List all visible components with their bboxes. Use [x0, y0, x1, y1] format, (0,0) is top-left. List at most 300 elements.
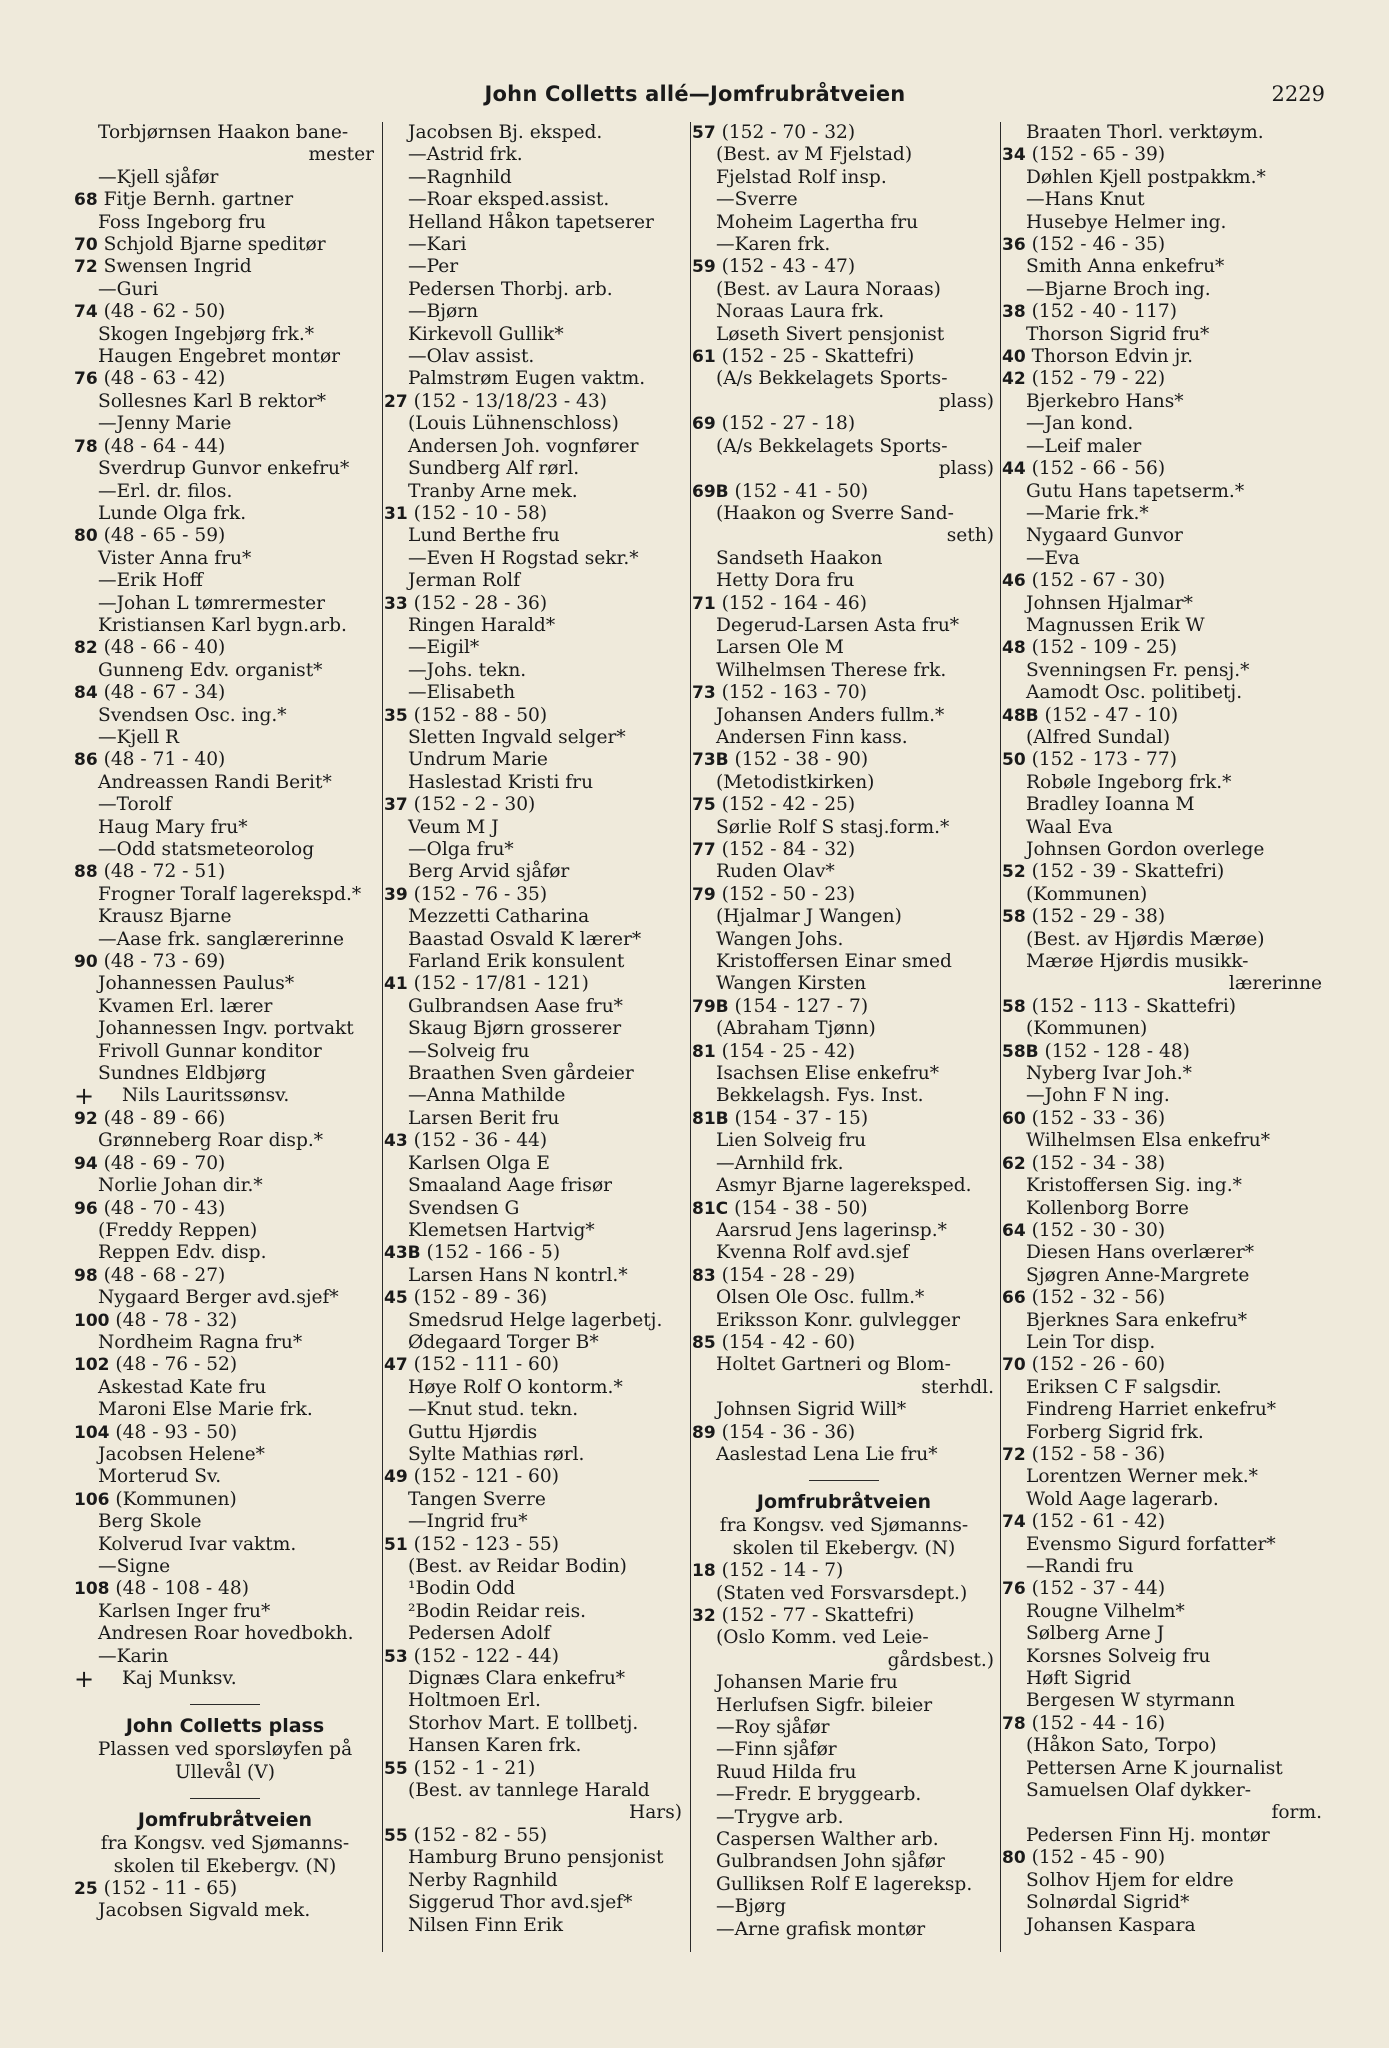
entry-text: (152 - 37 - 44)	[1031, 1578, 1166, 1600]
entry-text: skolen til Ekebergv. (N)	[732, 1537, 956, 1559]
directory-entry	[1002, 1534, 1324, 1556]
directory-entry	[74, 861, 376, 883]
house-number: 104	[74, 1422, 110, 1443]
directory-entry	[74, 391, 376, 413]
directory-entry	[74, 727, 376, 749]
directory-entry	[692, 1422, 996, 1444]
entry-text: (152 - 65 - 39)	[1031, 144, 1166, 166]
entry-text: —Even H Rogstad sekr.*	[408, 547, 639, 569]
entry-text: —Solveig fru	[408, 1040, 530, 1062]
section-divider	[190, 1798, 260, 1799]
directory-entry	[384, 1780, 684, 1802]
directory-entry	[692, 1650, 996, 1672]
directory-entry	[692, 1287, 996, 1309]
house-number: 94	[74, 1153, 98, 1174]
directory-entry	[692, 548, 996, 570]
entry-text: (48 - 108 - 48)	[115, 1578, 249, 1600]
entry-text: (48 - 72 - 51)	[103, 861, 226, 883]
entry-text: (152 - 43 - 47)	[721, 256, 856, 278]
entry-text: Skogen Ingebjørg frk.*	[98, 323, 315, 345]
house-number: 74	[1002, 1512, 1026, 1533]
directory-entry	[384, 794, 684, 816]
entry-text: (Alfred Sundal)	[1026, 726, 1171, 748]
entry-text: Sørlie Rolf S stasj.form.*	[716, 816, 950, 838]
column-2	[384, 122, 684, 1952]
directory-entry	[74, 1198, 376, 1220]
directory-entry	[74, 839, 376, 861]
directory-entry	[384, 929, 684, 951]
directory-entry	[384, 1108, 684, 1130]
directory-entry	[692, 1444, 996, 1466]
directory-entry	[384, 1578, 684, 1600]
entry-text: —Per	[408, 256, 459, 278]
house-number: 41	[384, 974, 408, 995]
directory-entry	[692, 1896, 996, 1918]
directory-entry	[692, 1153, 996, 1175]
house-number: 69	[692, 414, 716, 435]
directory-entry	[384, 1153, 684, 1175]
house-number: 96	[74, 1198, 98, 1219]
directory-entry	[692, 413, 996, 435]
entry-text: Wilhelmsen Elsa enkefru*	[1026, 1130, 1271, 1152]
entry-text: (48 - 89 - 66)	[103, 1107, 226, 1129]
directory-entry	[692, 705, 996, 727]
directory-entry	[74, 1265, 376, 1287]
entry-text: Norlie Johan dir.*	[98, 1175, 263, 1197]
entry-text: Døhlen Kjell postpakkm.*	[1026, 166, 1266, 188]
entry-text: (152 - 46 - 35)	[1031, 234, 1166, 256]
entry-text: (Hjalmar J Wangen)	[716, 906, 902, 928]
entry-text: Farland Erik konsulent	[408, 951, 625, 973]
directory-entry	[1002, 996, 1324, 1018]
entry-text: Nygaard Gunvor	[1026, 525, 1183, 547]
house-number: 72	[74, 257, 98, 278]
entry-text: Kirkevoll Gullik*	[408, 323, 564, 345]
directory-entry	[74, 458, 376, 480]
entry-text: Haugen Engebret montør	[98, 346, 341, 368]
entry-text: (152 - 47 - 10)	[1044, 704, 1179, 726]
directory-entry	[692, 996, 996, 1018]
directory-entry	[384, 1466, 684, 1488]
entry-text: Bjerkebro Hans*	[1026, 390, 1184, 412]
entry-text: —Arne grafisk montør	[716, 1918, 926, 1940]
entry-text: Wilhelmsen Therese frk.	[716, 659, 947, 681]
entry-text: Storhov Mart. E tollbetj.	[408, 1712, 639, 1734]
entry-text: (Best. av tannlege Harald	[408, 1780, 650, 1802]
house-number: 80	[74, 526, 98, 547]
directory-entry	[1002, 1780, 1324, 1802]
entry-text: (152 - 111 - 60)	[413, 1354, 559, 1376]
house-number: 33	[384, 593, 408, 614]
directory-entry	[1002, 1377, 1324, 1399]
entry-text: (152 - 128 - 48)	[1044, 1040, 1190, 1062]
directory-entry	[384, 705, 684, 727]
directory-entry	[1002, 570, 1324, 592]
entry-text: (48 - 66 - 40)	[103, 637, 226, 659]
entry-text: —Olga fru*	[408, 839, 514, 860]
directory-entry	[1002, 817, 1324, 839]
directory-entry	[384, 839, 684, 861]
entry-text: Kristoffersen Sig. ing.*	[1026, 1175, 1242, 1197]
entry-text: ²Bodin Reidar reis.	[408, 1600, 587, 1622]
entry-text: Skaug Bjørn grosserer	[408, 1018, 622, 1040]
house-number: 44	[1002, 459, 1026, 480]
directory-entry	[74, 346, 376, 368]
entry-text: (48 - 73 - 69)	[103, 951, 226, 973]
directory-entry	[692, 682, 996, 704]
directory-entry	[384, 1220, 684, 1242]
entry-text: —Bjarne Broch ing.	[1026, 278, 1211, 300]
entry-text: (152 - 44 - 16)	[1031, 1712, 1166, 1734]
directory-entry	[74, 1900, 376, 1922]
directory-entry	[384, 1668, 684, 1690]
entry-text: —Bjørn	[408, 301, 479, 323]
entry-text: (152 - 40 - 117)	[1031, 301, 1177, 323]
entry-text: Maroni Else Marie frk.	[98, 1399, 313, 1421]
entry-text: (152 - 166 - 5)	[426, 1242, 561, 1264]
directory-entry	[1002, 593, 1324, 615]
entry-text: —Kjell sjåfør	[98, 166, 219, 188]
directory-entry	[1002, 861, 1324, 883]
directory-entry	[692, 1220, 996, 1242]
directory-entry	[384, 1265, 684, 1287]
entry-text: Haug Mary fru*	[98, 816, 248, 838]
entry-text: Larsen Hans N kontrl.*	[408, 1264, 628, 1286]
house-number: 58B	[1002, 1041, 1039, 1062]
directory-entry	[384, 906, 684, 928]
directory-entry	[692, 727, 996, 749]
house-number: 39	[384, 884, 408, 905]
entry-text: Olsen Ole Osc. fullm.*	[716, 1287, 925, 1309]
directory-entry	[384, 234, 684, 256]
entry-text: Johnsen Gordon overlege	[1026, 839, 1265, 860]
directory-entry	[1002, 1198, 1324, 1220]
entry-text: Johnsen Hjalmar*	[1026, 592, 1193, 614]
entry-text: Wangen Kirsten	[716, 973, 867, 995]
entry-text: Sletten Ingvald selger*	[408, 726, 626, 748]
entry-text: Aarsrud Jens lagerinsp.*	[716, 1219, 947, 1241]
entry-text: (152 - 76 - 35)	[413, 883, 548, 905]
house-number: 61	[692, 347, 716, 368]
house-number: 42	[1002, 369, 1026, 390]
directory-entry	[74, 122, 376, 144]
entry-text: Johannessen Paulus*	[98, 973, 295, 995]
entry-text: —Erl. dr. filos.	[98, 480, 233, 502]
entry-text: Ruden Olav*	[716, 861, 835, 883]
directory-entry	[384, 570, 684, 592]
section-title: Jomfrubråtveien	[137, 1809, 313, 1832]
column-divider	[690, 122, 691, 1952]
house-number: 77	[692, 840, 716, 860]
directory-entry	[384, 660, 684, 682]
entry-text: (154 - 42 - 60)	[721, 1331, 856, 1353]
entry-text: Pedersen Finn Hj. montør	[1026, 1824, 1270, 1846]
entry-text: Gulbrandsen Aase fru*	[408, 995, 623, 1017]
directory-entry	[384, 1444, 684, 1466]
entry-text: (48 - 93 - 50)	[115, 1421, 238, 1443]
house-number: 108	[74, 1579, 110, 1600]
directory-entry	[1002, 906, 1324, 928]
directory-entry	[692, 1851, 996, 1873]
house-number: 81C	[692, 1198, 729, 1219]
directory-entry	[384, 1735, 684, 1757]
directory-entry	[384, 1713, 684, 1735]
entry-text: —Eigil*	[408, 637, 480, 659]
entry-text: Wangen Johs.	[716, 928, 844, 950]
directory-entry	[74, 951, 376, 973]
directory-entry	[1002, 1310, 1324, 1332]
entry-text: Sundnes Eldbjørg	[98, 1063, 267, 1085]
entry-text: (152 - 32 - 56)	[1031, 1287, 1166, 1309]
entry-text: (Abraham Tjønn)	[716, 1018, 876, 1040]
directory-entry	[74, 1153, 376, 1175]
directory-entry	[384, 772, 684, 794]
column-divider	[1000, 122, 1001, 1952]
entry-text: Sandseth Haakon	[716, 547, 883, 569]
directory-entry	[1002, 1041, 1324, 1063]
directory-entry	[384, 1041, 684, 1063]
house-number: 92	[74, 1108, 98, 1129]
directory-entry	[384, 436, 684, 458]
entry-text: (152 - 27 - 18)	[721, 413, 856, 435]
entry-text: Ruud Hilda fru	[716, 1761, 857, 1783]
directory-entry	[692, 167, 996, 189]
entry-text: (152 - 34 - 38)	[1031, 1152, 1166, 1174]
entry-text: Jerman Rolf	[408, 570, 520, 592]
directory-entry	[384, 324, 684, 346]
directory-entry	[1002, 1713, 1324, 1735]
entry-text: (48 - 64 - 44)	[103, 435, 226, 457]
entry-text: (48 - 71 - 40)	[103, 749, 226, 771]
directory-entry	[384, 1847, 684, 1869]
entry-text: Husebye Helmer ing.	[1026, 211, 1227, 233]
directory-entry	[692, 1627, 996, 1649]
directory-entry	[384, 1085, 684, 1107]
section-title: Jomfrubråtveien	[756, 1491, 932, 1514]
entry-text: —Karin	[98, 1645, 169, 1667]
house-number: 88	[74, 862, 98, 883]
entry-text: (152 - 39 - Skattefri)	[1031, 861, 1225, 883]
directory-entry	[692, 1198, 996, 1220]
entry-text: Smedsrud Helge lagerbetj.	[408, 1309, 663, 1331]
entry-text: lærerinne	[1228, 973, 1322, 995]
entry-text: (48 - 69 - 70)	[103, 1152, 226, 1174]
directory-entry	[1002, 548, 1324, 570]
entry-text: (A/s Bekkelagets Sports-	[716, 435, 948, 457]
entry-text: Korsnes Solveig fru	[1026, 1645, 1211, 1667]
entry-text: Rougne Vilhelm*	[1026, 1600, 1185, 1622]
entry-text: Kvenna Rolf avd.sjef	[716, 1242, 909, 1264]
entry-text: (152 - 25 - Skattefri)	[721, 346, 915, 368]
directory-entry	[1002, 705, 1324, 727]
directory-entry	[692, 593, 996, 615]
entry-text: Kollenborg Borre	[1026, 1197, 1189, 1219]
directory-entry	[74, 324, 376, 346]
directory-entry	[692, 525, 996, 547]
entry-text: Karlsen Olga E	[408, 1152, 550, 1174]
directory-entry	[74, 413, 376, 435]
entry-text: Hamburg Bruno pensjonist	[408, 1847, 664, 1869]
house-number: 66	[1002, 1288, 1026, 1309]
directory-entry	[384, 481, 684, 503]
directory-entry	[74, 1878, 376, 1900]
entry-text: Diesen Hans overlærer*	[1026, 1242, 1255, 1264]
entry-text: Askestad Kate fru	[98, 1376, 267, 1398]
house-number: 76	[1002, 1579, 1026, 1600]
house-number: 47	[384, 1355, 408, 1376]
entry-text: Karlsen Inger fru*	[98, 1600, 271, 1622]
directory-entry	[384, 637, 684, 659]
entry-text: Bekkelagsh. Fys. Inst.	[716, 1085, 924, 1107]
directory-entry	[692, 1784, 996, 1806]
entry-text: (152 - 122 - 44)	[413, 1645, 559, 1667]
entry-text: Findreng Harriet enkefru*	[1026, 1399, 1277, 1421]
section-title: John Colletts plass	[125, 1715, 325, 1738]
entry-text: (Håkon Sato, Torpo)	[1026, 1735, 1217, 1757]
entry-text: —Trygve arb.	[716, 1806, 844, 1828]
directory-entry	[1002, 167, 1324, 189]
directory-entry	[1002, 682, 1324, 704]
house-number: 82	[74, 638, 98, 659]
house-number: 38	[1002, 302, 1026, 323]
entry-text: —Randi fru	[1026, 1556, 1134, 1577]
house-number: 70	[74, 235, 98, 256]
directory-entry	[384, 1422, 684, 1444]
directory-entry	[384, 951, 684, 973]
entry-text: Svenningsen Fr. pensj.*	[1026, 659, 1250, 681]
directory-entry	[1002, 1489, 1324, 1511]
directory-entry	[1002, 1242, 1324, 1264]
entry-text: Robøle Ingeborg frk.*	[1026, 771, 1232, 793]
directory-entry	[384, 525, 684, 547]
entry-text: Svendsen Osc. ing.*	[98, 704, 287, 726]
entry-text: Gutu Hans tapetserm.*	[1026, 480, 1245, 502]
entry-text: Lien Solveig fru	[716, 1130, 867, 1152]
entry-text: Kvamen Erl. lærer	[98, 995, 273, 1017]
entry-text: (152 - 164 - 46)	[721, 592, 867, 614]
house-number: 52	[1002, 862, 1026, 883]
directory-entry	[74, 1665, 376, 1694]
directory-entry	[1002, 122, 1324, 144]
entry-text: —Bjørg	[716, 1896, 787, 1918]
entry-text: Lein Tor disp.	[1026, 1331, 1156, 1353]
directory-entry	[1002, 1153, 1324, 1175]
directory-entry	[384, 1399, 684, 1421]
directory-entry	[1002, 279, 1324, 301]
house-number: 53	[384, 1646, 408, 1667]
entry-text: —Karen frk.	[716, 234, 831, 256]
entry-text: (48 - 63 - 42)	[103, 368, 226, 390]
directory-entry	[384, 1870, 684, 1892]
entry-text: Foss Ingeborg fru	[98, 211, 266, 233]
directory-entry	[1002, 1623, 1324, 1645]
entry-text: (154 - 36 - 36)	[721, 1421, 856, 1443]
entry-text: —Roy sjåfør	[716, 1717, 830, 1739]
directory-entry	[1002, 1915, 1324, 1937]
entry-text: Pedersen Thorbj. arb.	[408, 278, 613, 300]
entry-text: (152 - 45 - 90)	[1031, 1847, 1166, 1869]
entry-text: —Odd statsmeteorolog	[98, 839, 315, 860]
entry-text: (Kommunen)	[115, 1488, 237, 1510]
entry-text: Thorson Edvin jr.	[1031, 346, 1194, 368]
directory-entry	[1002, 189, 1324, 211]
directory-entry	[1002, 1287, 1324, 1309]
entry-text: (48 - 70 - 43)	[103, 1197, 226, 1219]
directory-entry	[384, 122, 684, 144]
entry-text: (48 - 67 - 34)	[103, 682, 226, 704]
entry-text: (152 - 70 - 32)	[721, 122, 856, 143]
entry-text: Gulliksen Rolf E lagereksp.	[716, 1873, 973, 1895]
directory-entry	[1002, 503, 1324, 525]
entry-text: —Olav assist.	[408, 346, 535, 368]
directory-entry	[692, 1515, 996, 1537]
directory-entry	[74, 1377, 376, 1399]
entry-text: Waal Eva	[1026, 816, 1113, 838]
entry-text: Fitje Bernh. gartner	[103, 189, 294, 211]
entry-text: Pedersen Adolf	[408, 1623, 551, 1645]
entry-text: (152 - 89 - 36)	[413, 1287, 548, 1309]
directory-entry	[1002, 1646, 1324, 1668]
entry-text: Helland Håkon tapetserer	[408, 211, 654, 233]
directory-entry	[384, 727, 684, 749]
directory-entry	[1002, 1265, 1324, 1287]
entry-text: —Kari	[408, 234, 467, 256]
entry-text: Eriksen C F salgsdir.	[1026, 1376, 1222, 1398]
entry-text: —Signe	[98, 1556, 171, 1577]
entry-text: (152 - 11 - 65)	[103, 1878, 238, 1900]
entry-text: gårdsbest.)	[887, 1649, 994, 1671]
directory-entry	[74, 503, 376, 525]
entry-text: (152 - 67 - 30)	[1031, 570, 1166, 592]
entry-text: Sollesnes Karl B rektor*	[98, 390, 327, 412]
entry-text: form.	[1271, 1802, 1322, 1824]
directory-entry	[384, 1063, 684, 1085]
directory-entry	[74, 817, 376, 839]
entry-text: (152 - 13/18/23 - 43)	[413, 390, 607, 412]
house-number: 100	[74, 1310, 110, 1331]
entry-text: (152 - 109 - 25)	[1031, 637, 1177, 659]
directory-entry	[74, 189, 376, 211]
directory-entry	[692, 884, 996, 906]
directory-entry	[74, 682, 376, 704]
entry-text: skolen til Ekebergv. (N)	[113, 1855, 337, 1877]
house-number: 36	[1002, 235, 1026, 256]
entry-text: (152 - 17/81 - 121)	[413, 973, 589, 995]
directory-entry	[74, 749, 376, 771]
entry-text: Bjerknes Sara enkefru*	[1026, 1309, 1248, 1331]
house-number: 55	[384, 1825, 408, 1846]
directory-entry	[692, 615, 996, 637]
directory-entry	[692, 1310, 996, 1332]
directory-entry	[692, 794, 996, 816]
directory-entry	[74, 1082, 376, 1111]
directory-entry	[74, 637, 376, 659]
directory-entry	[1002, 1556, 1324, 1578]
directory-entry	[692, 817, 996, 839]
directory-entry	[74, 570, 376, 592]
entry-text: Nerby Ragnhild	[408, 1869, 558, 1891]
directory-entry	[692, 1695, 996, 1717]
column-4	[1002, 122, 1324, 1952]
directory-entry	[384, 212, 684, 234]
directory-entry	[1002, 1690, 1324, 1712]
entry-text: Haslestad Kristi fru	[408, 771, 594, 793]
entry-text: Klemetsen Hartvig*	[408, 1219, 595, 1241]
entry-text: Fjelstad Rolf insp.	[716, 166, 887, 188]
directory-entry	[384, 996, 684, 1018]
directory-entry	[692, 1175, 996, 1197]
entry-text: Schjold Bjarne speditør	[103, 234, 326, 256]
